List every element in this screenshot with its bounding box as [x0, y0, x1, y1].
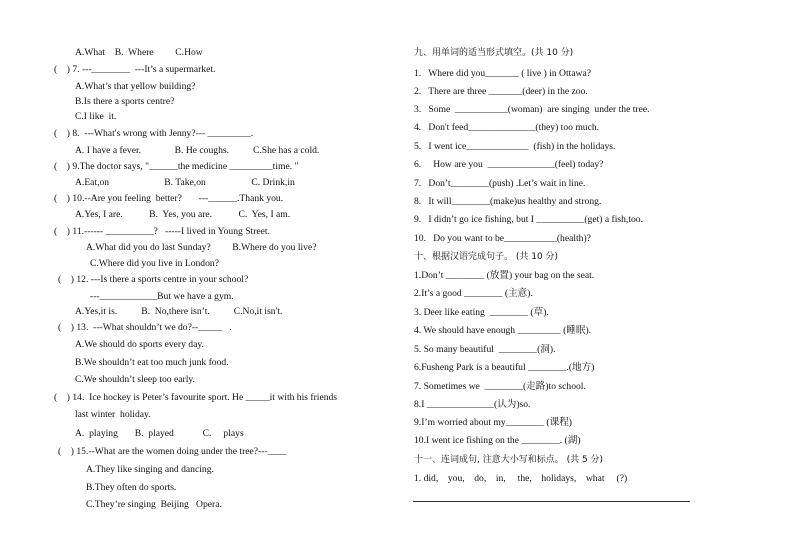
question-line: ( ) 9.The doctor says, "______the medicine _________time. " — [54, 161, 299, 172]
option-line: C.We shouldn’t sleep too early. — [75, 374, 195, 385]
fill-blank-item: 5. I went ice_____________ (fish) in the holidays. — [414, 141, 616, 152]
option-line: A.What did you do last Sunday? B.Where do you live? — [86, 242, 317, 253]
fill-blank-item: 9. I didn’t go ice fishing, but I __________(get) a fish,too. — [414, 214, 643, 225]
section-10-title: 十、根据汉语完成句子。 (共 10 分) — [414, 252, 559, 262]
option-line: A.We should do sports every day. — [75, 339, 204, 350]
translation-item: 3. Deer like eating ________ (草). — [414, 307, 549, 318]
translation-item: 4. We should have enough _________ (睡眠). — [414, 325, 592, 336]
fill-blank-item: 6. How are you ______________(feel) today? — [414, 159, 604, 170]
section-9-title: 九、用单词的适当形式填空。(共 10 分) — [414, 48, 574, 58]
translation-item: 2.It’s a good ________ (主意). — [414, 288, 533, 299]
translation-item: 1.Don’t ________ (放置) your bag on the seat. — [414, 270, 595, 281]
option-line: A.Yes, I are. B. Yes, you are. C. Yes, I am. — [75, 209, 291, 220]
question-line: ( ) 8. ---What's wrong with Jenny?--- _________. — [54, 128, 254, 139]
section-11-title: 十一、连词成句, 注意大小写和标点。 (共 5 分) — [414, 455, 604, 465]
fill-blank-item: 1. Where did you_______ ( live ) in Ottawa? — [414, 68, 591, 79]
fill-blank-item: 10. Do you want to be___________(health)? — [414, 233, 591, 244]
translation-item: 6.Fusheng Park is a beautiful ________.(地方) — [414, 362, 595, 373]
option-line: A. I have a fever. B. He coughs. C.She has a cold. — [75, 145, 320, 156]
fill-blank-item: 2. There are three _______(deer) in the zoo. — [414, 86, 588, 97]
option-line: C.Where did you live in London? — [90, 258, 219, 269]
question-line: ( ) 7. ---________ ---It’s a supermarket. — [54, 64, 216, 75]
question-line: ( ) 14. Ice hockey is Peter’s favourite sport. He _____it with his friends — [54, 392, 338, 403]
translation-item: 8.I ______________(认为)so. — [414, 399, 531, 410]
answer-line — [413, 501, 690, 502]
question-line: ( ) 12. ---Is there a sports centre in your school? — [58, 274, 249, 285]
question-line: ( ) 11.------ __________? -----I lived in Young Street. — [54, 226, 270, 237]
translation-item: 9.I’m worried about my________ (课程) — [414, 417, 573, 428]
question-line: ( ) 13. ---What shouldn’t we do?--_____ . — [58, 322, 232, 333]
option-line: C.They’re singing Beijing Opera. — [86, 499, 222, 510]
option-line: B.Is there a sports centre? — [75, 96, 175, 107]
option-line: A.Yes,it is. B. No,there isn’t. C.No,it isn't. — [75, 306, 283, 317]
option-line: C.I like it. — [75, 111, 117, 122]
fill-blank-item: 4. Don't feed______________(they) too much. — [414, 122, 600, 133]
question-line: ( ) 10.--Are you feeling better? ---______.Thank you. — [54, 193, 284, 204]
sentence-order-item: 1. did, you, do, in, the, holidays, what (?) — [414, 473, 628, 484]
fill-blank-item: 7. Don’t________(push) .Let’s wait in line. — [414, 178, 586, 189]
fill-blank-item: 3. Some ___________(woman) are singing under the tree. — [414, 104, 650, 115]
translation-item: 7. Sometimes we ________(走路)to school. — [414, 381, 586, 392]
question-line: ( ) 15.--What are the women doing under the tree?---____ — [58, 446, 287, 457]
option-line: B.They often do sports. — [86, 482, 177, 493]
translation-item: 10.I went ice fishing on the ________. (湖) — [414, 435, 581, 446]
option-line: B.We shouldn’t eat too much junk food. — [75, 357, 229, 368]
option-line: A.What’s that yellow building? — [75, 81, 196, 92]
option-line: A.Eat,on B. Take,on C. Drink,in — [75, 177, 295, 188]
option-line: last winter holiday. — [75, 409, 151, 420]
option-line: ---____________But we have a gym. — [90, 291, 234, 302]
option-line: A.They like singing and dancing. — [86, 464, 214, 475]
option-line: A. playing B. played C. plays — [75, 428, 244, 439]
fill-blank-item: 8. It will________(make)us healthy and strong. — [414, 196, 602, 207]
option-line: A.What B. Where C.How — [75, 47, 203, 58]
translation-item: 5. So many beautiful ________(洞). — [414, 344, 556, 355]
